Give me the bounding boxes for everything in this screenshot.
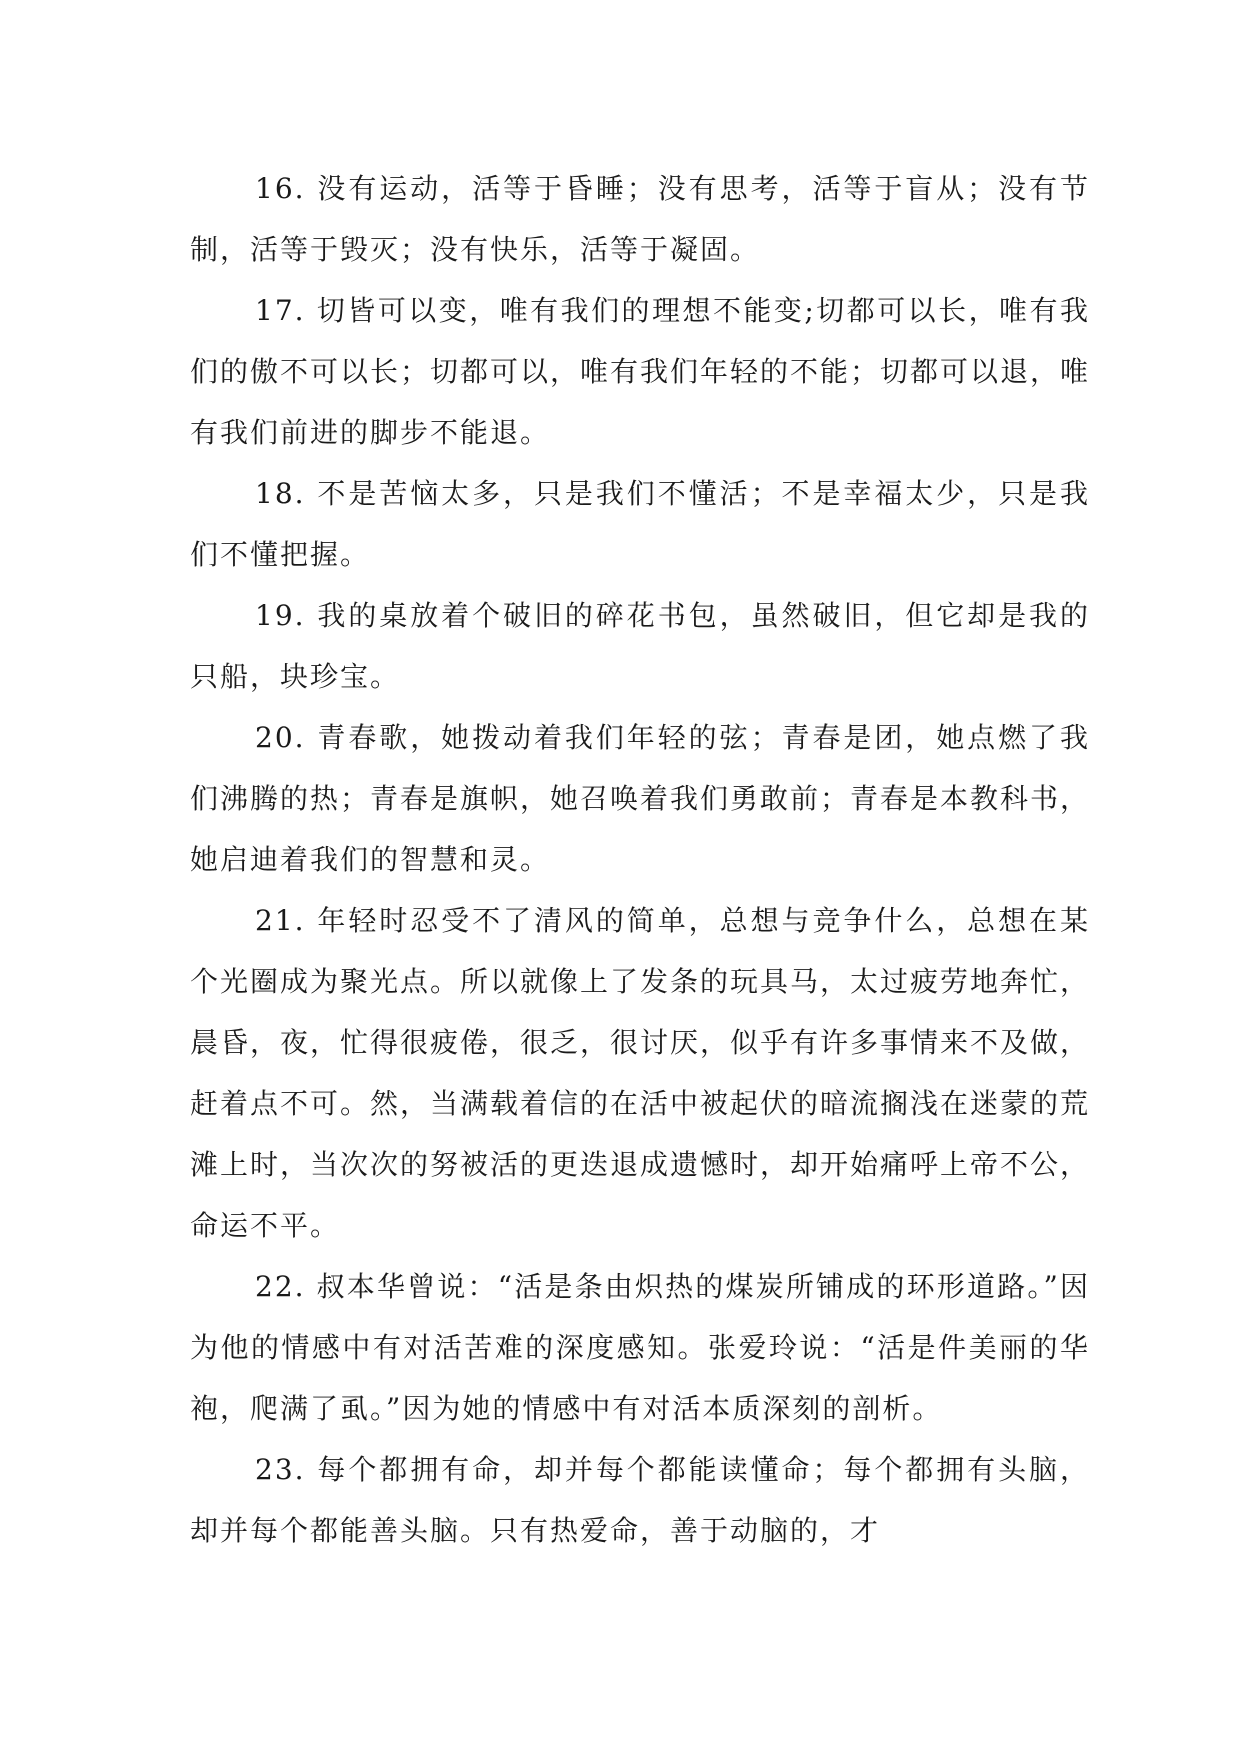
paragraph-19: 19. 我的桌放着个破旧的碎花书包，虽然破旧，但它却是我的只船，块珍宝。: [190, 599, 1090, 693]
document-body: [190, 158, 1090, 1561]
paragraph-16: 16. 没有运动，活等于昏睡；没有思考，活等于盲从；没有节制，活等于毁灭；没有快乐，活等于凝固。: [190, 172, 1090, 266]
paragraph-20: 20. 青春歌，她拨动着我们年轻的弦；青春是团，她点燃了我们沸腾的热；青春是旗帜，她召唤着我们勇敢前；青春是本教科书，她启迪着我们的智慧和灵。: [190, 721, 1091, 876]
paragraph-17: 17. 切皆可以变，唯有我们的理想不能变;切都可以长，唯有我们的傲不可以长；切都可以，唯有我们年轻的不能；切都可以退，唯有我们前进的脚步不能退。: [190, 294, 1091, 449]
paragraph-23: 23. 每个都拥有命，却并每个都能读懂命；每个都拥有头脑，却并每个都能善头脑。只有热爱命，善于动脑的，才: [190, 1453, 1090, 1547]
paragraph-18: 18. 不是苦恼太多，只是我们不懂活；不是幸福太少，只是我们不懂把握。: [190, 477, 1090, 571]
paragraph-21: 21. 年轻时忍受不了清风的简单，总想与竞争什么，总想在某个光圈成为聚光点。所以就像上了发条的玩具马，太过疲劳地奔忙，晨昏，夜，忙得很疲倦，很乏，很讨厌，似乎有许多事情来不及做，赶着点不可。然，当满载着信的在活中被起伏的暗流搁浅在迷蒙的荒滩上时，当次次的努被活的更迭退成遗憾时，却开始痛呼上帝不公，命运不平。: [190, 904, 1091, 1242]
paragraph-22: 22. 叔本华曾说：“活是条由炽热的煤炭所铺成的环形道路。”因为他的情感中有对活苦难的深度感知。张爱玲说：“活是件美丽的华袍，爬满了虱。”因为她的情感中有对活本质深刻的剖析。: [190, 1270, 1090, 1425]
